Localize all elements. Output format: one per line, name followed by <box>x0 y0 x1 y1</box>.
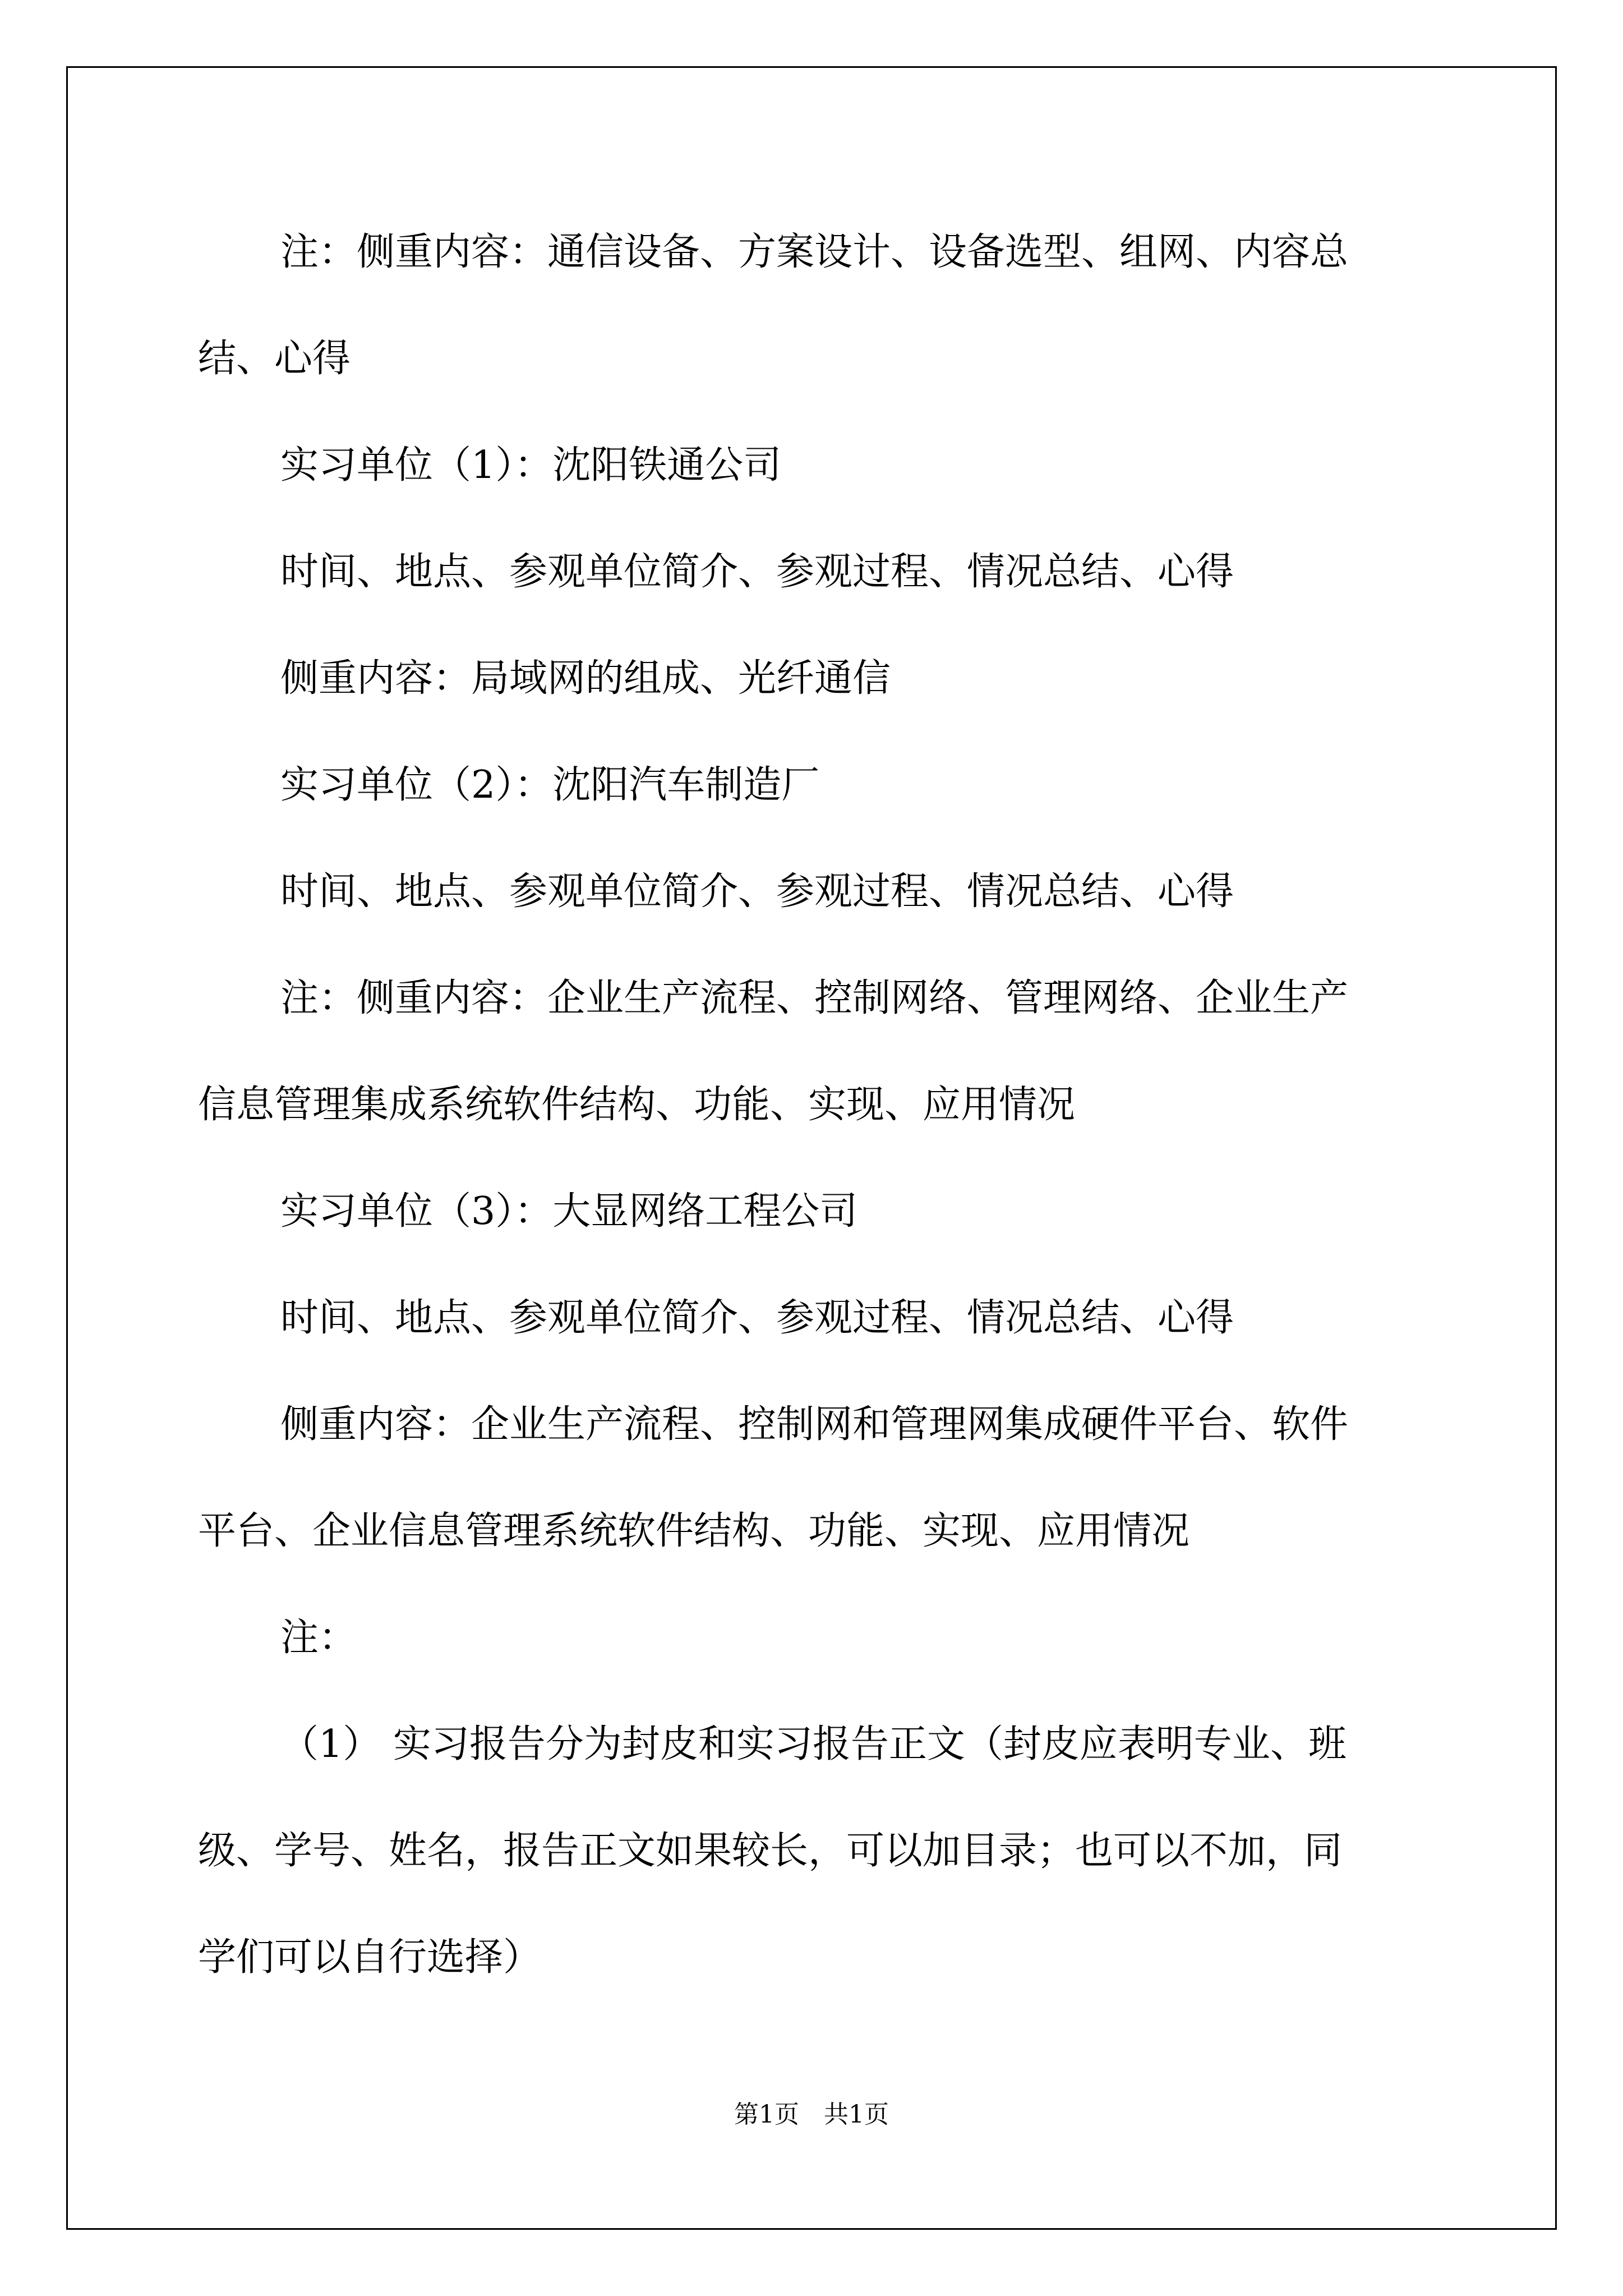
paragraph <box>198 839 1432 945</box>
text-line: 侧重内容：企业生产流程、控制网和管理网集成硬件平台、软件 <box>280 1402 1349 1447</box>
text-line: 结、心得 <box>198 337 351 381</box>
text-line: 实习单位（1）：沈阳铁通公司 <box>280 443 782 487</box>
text-line: 平台、企业信息管理系统软件结构、功能、实现、应用情况 <box>198 1509 1190 1553</box>
paragraph <box>198 1372 1432 1585</box>
text-line: 实习单位（3）：大显网络工程公司 <box>280 1189 858 1234</box>
page-footer: 第1页 共1页 <box>734 2100 889 2129</box>
text-line: （1） 实习报告分为封皮和实习报告正文（封皮应表明专业、班 <box>280 1722 1347 1766</box>
paragraph <box>198 625 1432 732</box>
text-line: 学们可以自行选择） <box>198 1935 542 1980</box>
document-body <box>198 199 1432 2011</box>
paragraph <box>198 945 1432 1158</box>
text-line: 时间、地点、参观单位简介、参观过程、情况总结、心得 <box>280 550 1234 594</box>
text-line: 时间、地点、参观单位简介、参观过程、情况总结、心得 <box>280 1296 1234 1340</box>
text-line: 时间、地点、参观单位简介、参观过程、情况总结、心得 <box>280 869 1234 914</box>
paragraph <box>198 1158 1432 1265</box>
paragraph <box>198 1265 1432 1372</box>
text-line: 信息管理集成系统软件结构、功能、实现、应用情况 <box>198 1083 1076 1127</box>
paragraph <box>198 412 1432 519</box>
paragraph <box>198 1585 1432 1691</box>
text-line: 侧重内容：局域网的组成、光纤通信 <box>280 656 891 701</box>
text-line: 注： <box>280 1616 357 1660</box>
paragraph <box>198 199 1432 412</box>
text-line: 级、学号、姓名，报告正文如果较长，可以加目录；也可以不加，同 <box>198 1829 1343 1873</box>
text-line: 注：侧重内容：企业生产流程、控制网络、管理网络、企业生产 <box>280 976 1349 1020</box>
paragraph <box>198 1691 1432 2011</box>
text-line: 实习单位（2）：沈阳汽车制造厂 <box>280 763 820 807</box>
paragraph <box>198 732 1432 839</box>
text-line: 注：侧重内容：通信设备、方案设计、设备选型、组网、内容总 <box>280 230 1349 274</box>
paragraph <box>198 519 1432 625</box>
